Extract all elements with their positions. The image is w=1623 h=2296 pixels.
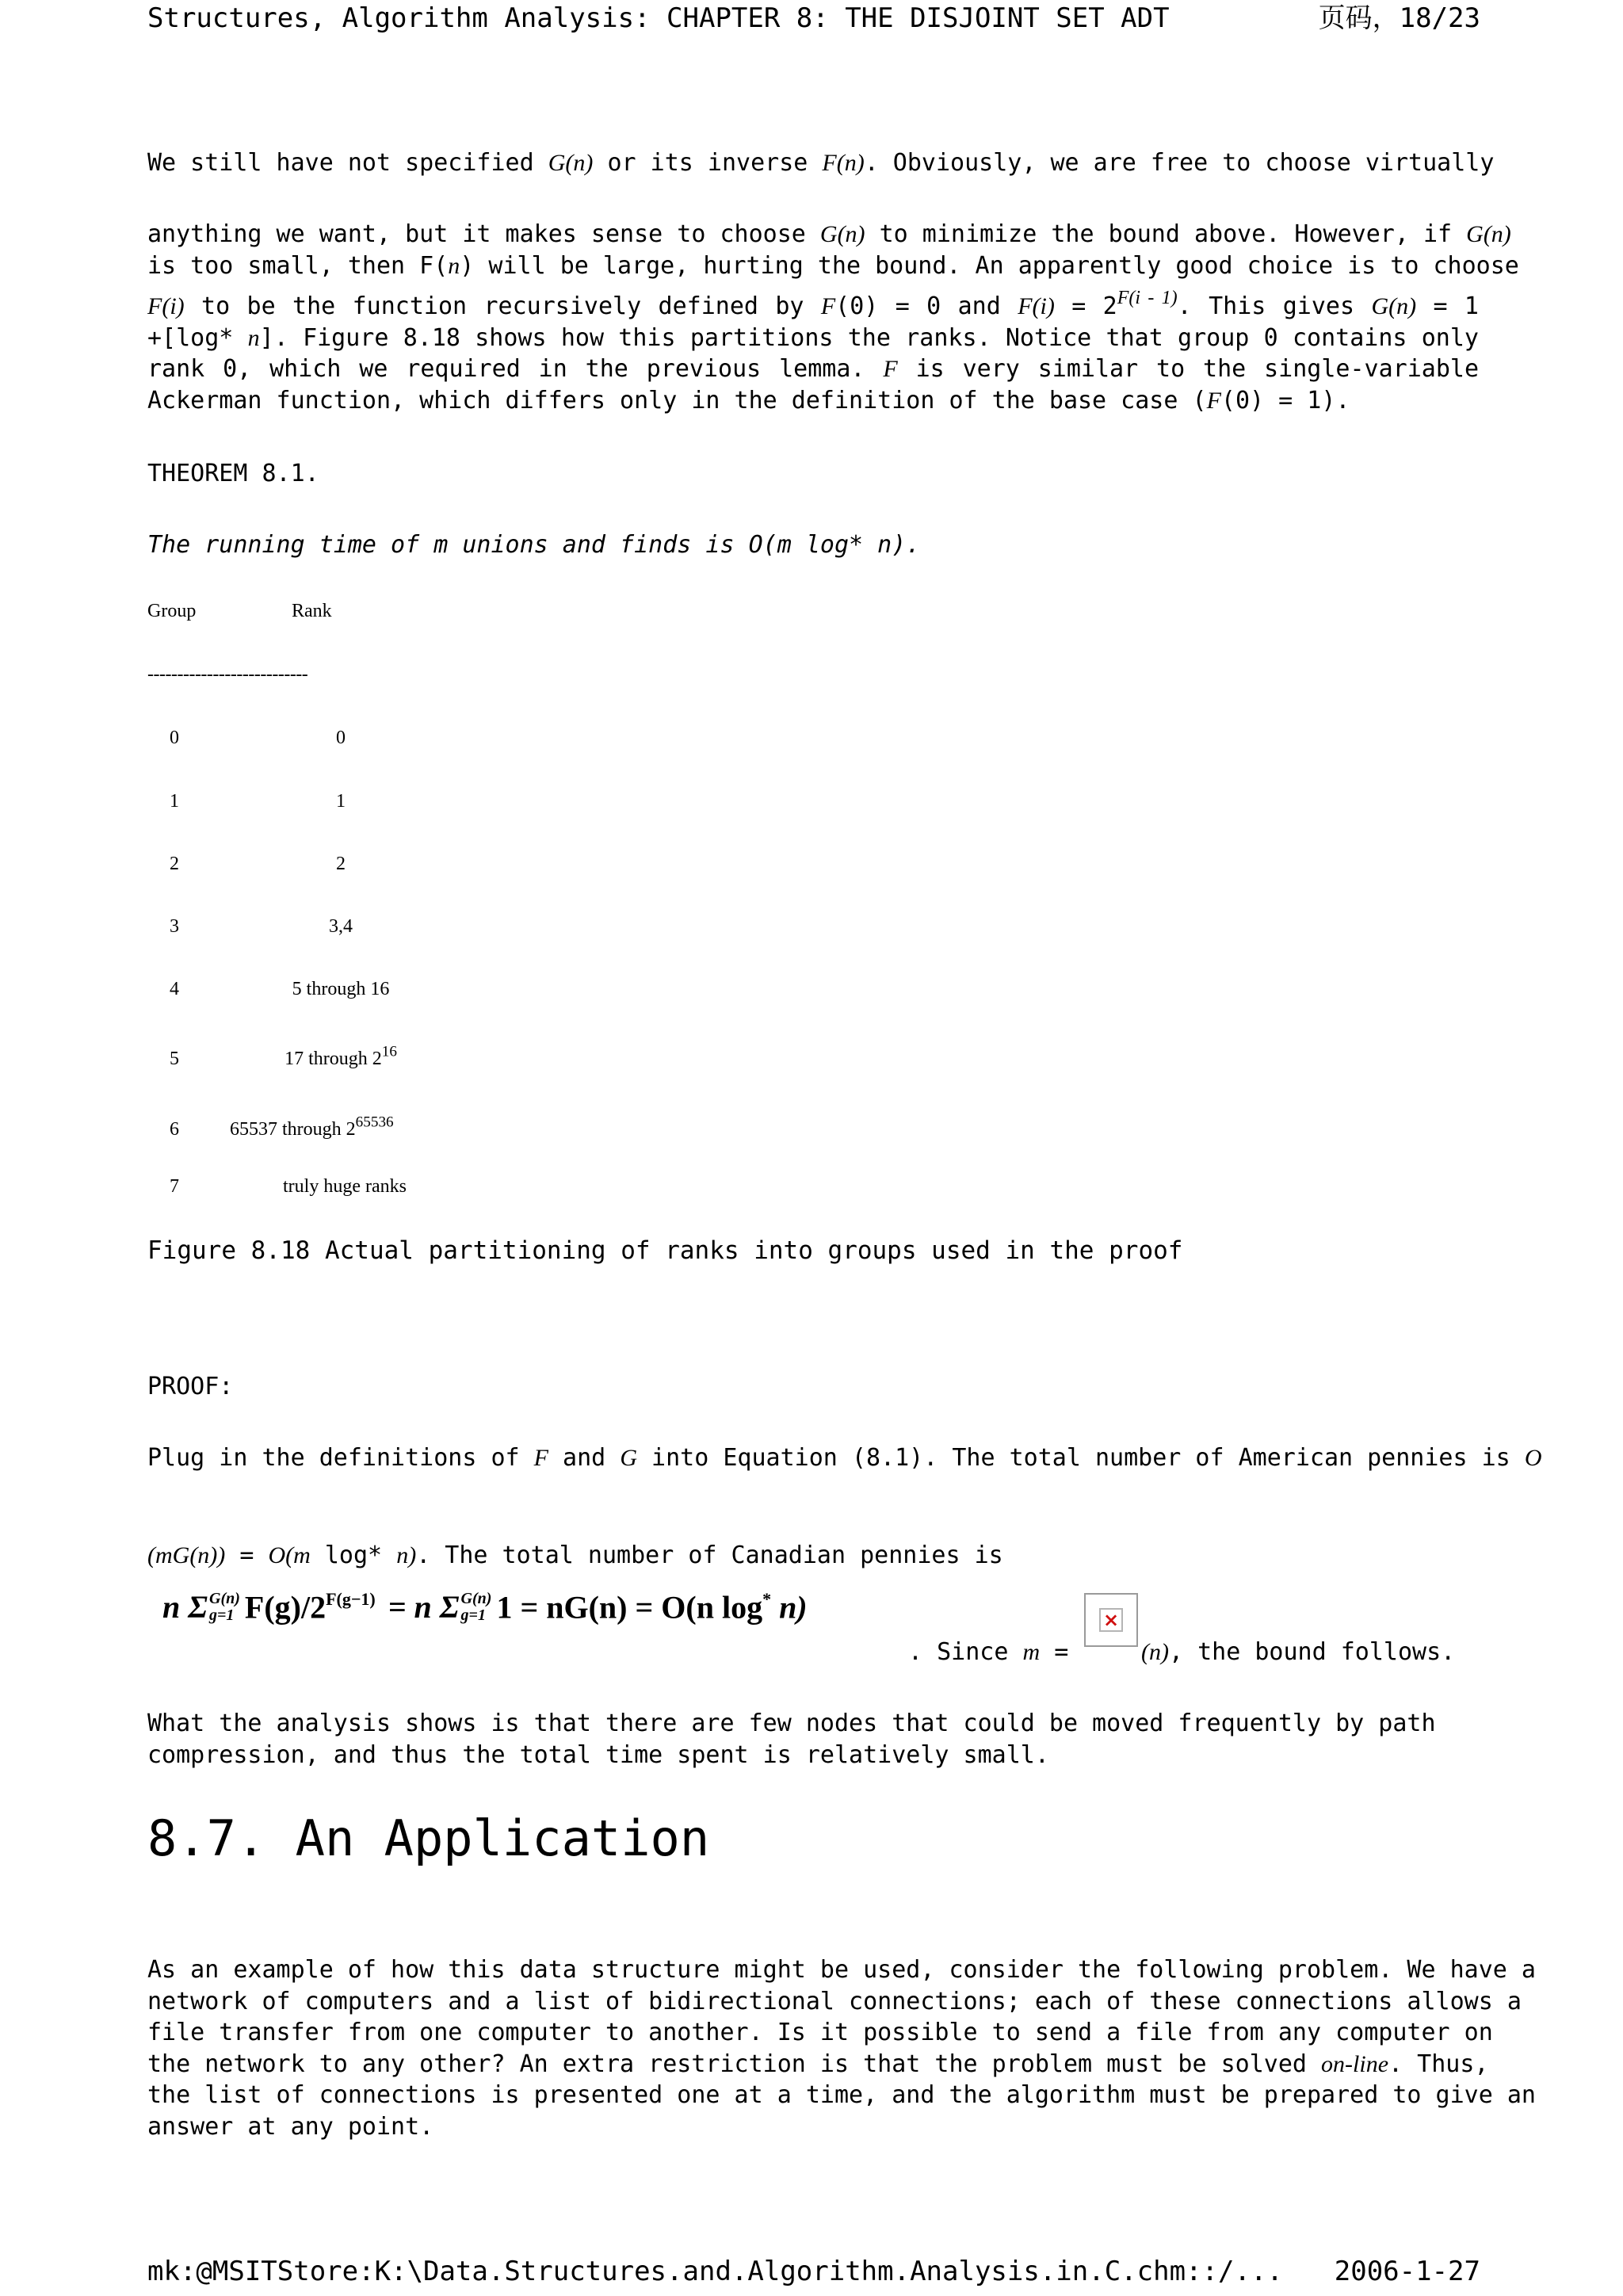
table-row-group: 0 — [170, 728, 179, 748]
table-row-group: 3 — [170, 916, 179, 937]
canadian-pennies-equation: n Σ G(n) g=1 $F(g)/2^{F(g-1)} = n$ Σ G(n) g=1 1 = nG(n) = O(n log* n) — [162, 1588, 808, 1626]
table-header-group: Group — [147, 601, 197, 621]
table-header-rank: Rank — [292, 601, 332, 621]
table-row-rank: 1 — [336, 791, 346, 812]
header-title: Structures, Algorithm Analysis: CHAPTER 8: THE DISJOINT SET ADT — [147, 2, 1170, 34]
proof-bound-follows: (n), the bound follows. — [1141, 1638, 1456, 1666]
paragraph-application: As an example of how this data structure might be used, consider the following problem. We have a network of computers and a list of bidirectional connections; each of these connections allows a file transfer from one computer to another. Is it possible to send a file from any computer on the network to any other? An extra restriction is that the problem must be solved on-line. Thus, the list of connections is presented one at a time, and the algorithm must be prepared to give an answer at any point. — [147, 1956, 1536, 2141]
table-row-rank: 0 — [336, 728, 346, 748]
footer-date: 2006-1-27 — [1334, 2256, 1480, 2287]
table-row-rank: 3,4 — [329, 916, 353, 937]
broken-image-placeholder — [1084, 1593, 1138, 1647]
figure-caption: Figure 8.18 Actual partitioning of ranks into groups used in the proof — [147, 1236, 1183, 1265]
theorem-label: THEOREM 8.1. — [147, 460, 319, 487]
table-row-group: 6 — [170, 1119, 179, 1140]
table-row-rank: truly huge ranks — [283, 1176, 407, 1197]
paragraph-intro: We still have not specified G(n) or its inverse F(n). Obviously, we are free to choose virtually — [147, 149, 1495, 177]
header-page-number: 页码，18/23 — [1318, 2, 1480, 34]
theorem-statement: The running time of m unions and finds is O(m log* n). — [147, 531, 921, 559]
table-row-group: 1 — [170, 791, 179, 812]
proof-since-text: . Since m = — [908, 1638, 1069, 1666]
footer-path: mk:@MSITStore:K:\Data.Structures.and.Algorithm.Analysis.in.C.chm::/... — [147, 2256, 1283, 2287]
table-row-group: 2 — [170, 854, 179, 874]
proof-line-2: (mG(n)) = O(m log* n). The total number of Canadian pennies is — [147, 1541, 1003, 1569]
section-heading: 8.7. An Application — [147, 1809, 710, 1867]
broken-image-icon: × — [1099, 1608, 1123, 1632]
table-row-rank: 17 through $2^{16}$ — [285, 1043, 397, 1069]
proof-line-1: Plug in the definitions of F and G into Equation (8.1). The total number of American pennies is O — [147, 1444, 1542, 1472]
table-row-rank: 5 through 16 — [292, 979, 390, 999]
table-row-rank: 65537 through $2^{65536}$ — [230, 1114, 394, 1140]
paragraph-choice-of-g: anything we want, but it makes sense to choose G(n) to minimize the bound above. However, if G(n) is too small, then F(n) will be large, hurting the bound. An apparently good choice is to choose F(i) to be the function recursively defined by F(0) = 0 and $F(i) = 2^{F(i - 1)}$. This gives G(n) = 1 +[log* n]. Figure 8.18 shows how this partitions the ranks. Notice that group 0 contains only rank 0, which we required in the previous lemma. F is very similar to the single-variable Ackerman function, which differs only in the definition of the base case (F(0) = 1). — [147, 220, 1519, 415]
paragraph-summary: What the analysis shows is that there are few nodes that could be moved frequently by path compression, and thus the total time spent is relatively small. — [147, 1710, 1436, 1769]
table-row-group: 5 — [170, 1049, 179, 1069]
proof-label: PROOF: — [147, 1373, 234, 1400]
table-row-rank: 2 — [336, 854, 346, 874]
table-row-group: 7 — [170, 1176, 179, 1197]
table-row-group: 4 — [170, 979, 179, 999]
table-rule: --------------------------- — [147, 664, 308, 685]
